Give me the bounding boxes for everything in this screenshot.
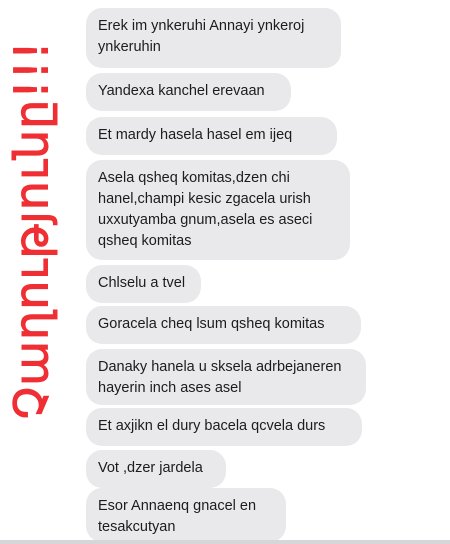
- message-text: Yandexa kanchel erevaan: [98, 83, 265, 99]
- bottom-divider: [0, 540, 450, 544]
- message-bubble[interactable]: [86, 8, 341, 68]
- side-caption: [2, 6, 62, 454]
- message-bubble[interactable]: [86, 488, 286, 542]
- message-bubble[interactable]: [86, 349, 366, 405]
- message-text: Goracela cheq lsum qsheq komitas: [98, 316, 325, 332]
- message-text: Vot ,dzer jardela: [98, 460, 203, 476]
- message-text: Danaky hanela u sksela adrbejaneren hayerin inch ases asel: [98, 359, 342, 396]
- message-text: Chlselu a tvel: [98, 275, 186, 291]
- message-bubble[interactable]: [86, 73, 291, 111]
- message-text: Et mardy hasela hasel em ijeq: [98, 127, 293, 143]
- message-text: Asela qsheq komitas,dzen chi hanel,champi kesic zgacela urish uxxutyamba gnum,asela es aseci qsheq komitas: [98, 170, 313, 249]
- message-bubble[interactable]: [86, 117, 337, 155]
- message-text: Erek im ynkeruhi Annayi ynkeroj ynkeruhin: [98, 18, 305, 55]
- message-bubble[interactable]: [86, 265, 201, 303]
- message-text: Et axjikn el dury bacela qcvela durs: [98, 418, 326, 434]
- message-bubble[interactable]: [86, 408, 362, 446]
- side-caption-text: Չաղությունը!!!: [5, 40, 59, 420]
- message-text: Esor Annaenq gnacel en tesakcutyan: [98, 498, 257, 535]
- message-bubble[interactable]: [86, 450, 226, 488]
- message-bubble[interactable]: [86, 160, 350, 260]
- message-bubble[interactable]: [86, 306, 361, 344]
